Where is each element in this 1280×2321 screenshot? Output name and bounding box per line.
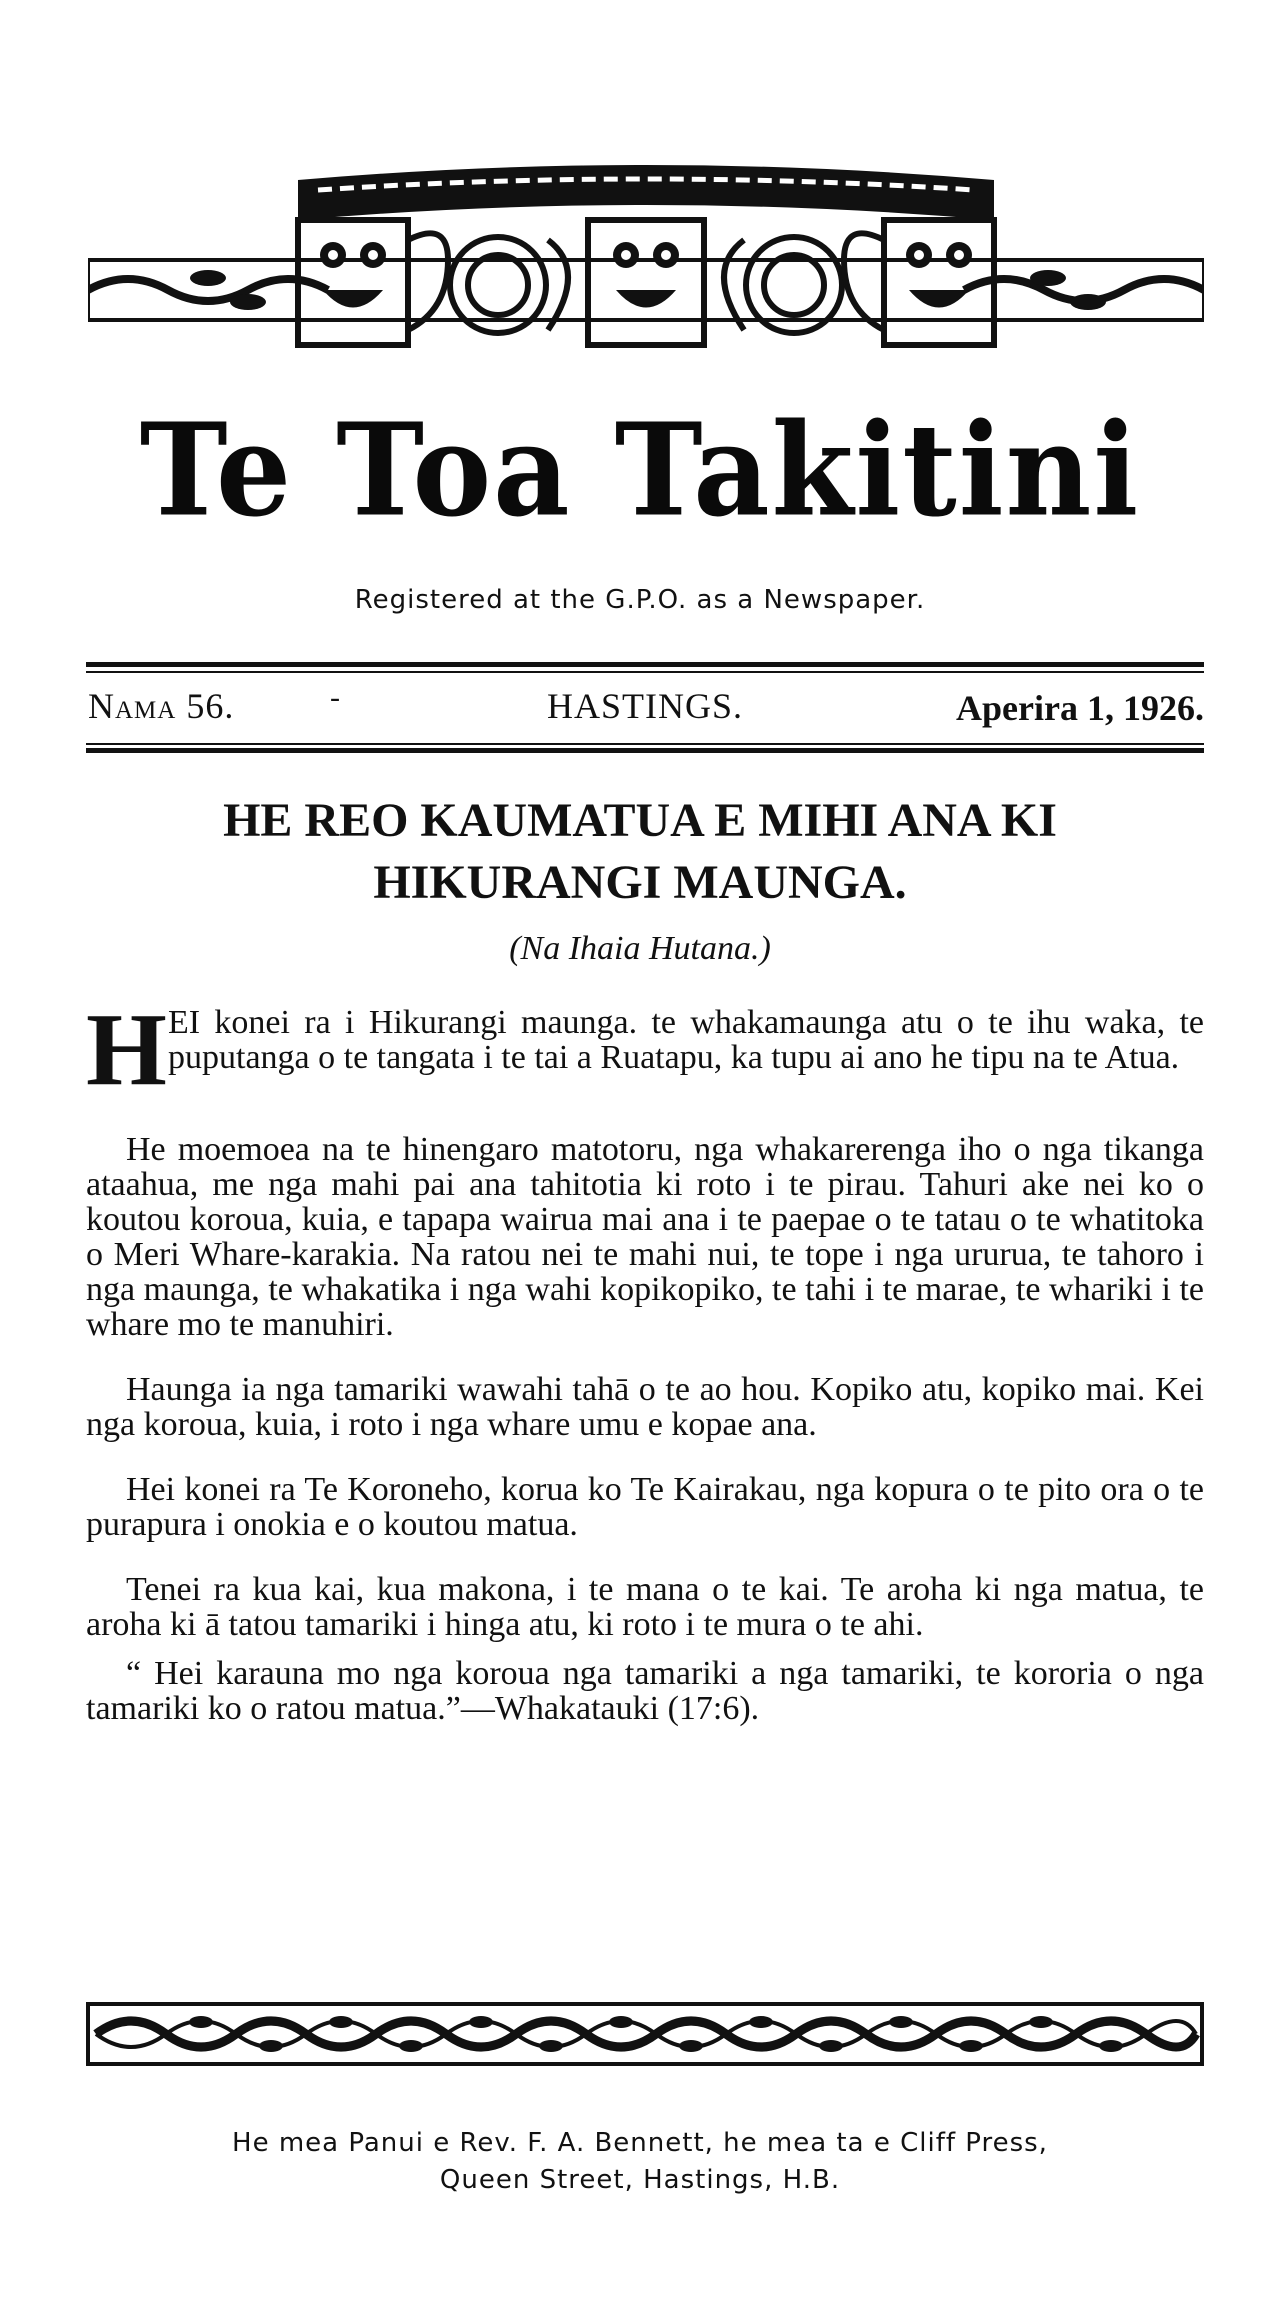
- drop-cap: H: [86, 992, 167, 1107]
- dateline-mark: -: [330, 681, 340, 714]
- headline-line-2: HIKURANGI MAUNGA.: [373, 856, 907, 909]
- carved-header-ornament: [88, 160, 1204, 350]
- headline-line-1: HE REO KAUMATUA E MIHI ANA KI: [223, 794, 1057, 847]
- article-body: [86, 992, 1204, 1727]
- paragraph-5: Tenei ra kua kai, kua makona, i te mana o te kai. Te aroha ki nga matua, te aroha ki ā tatou tamariki i hinga atu, ki roto i te mura o te ahi.: [86, 1571, 1204, 1643]
- imprint-line-1: He mea Panui e Rev. F. A. Bennett, he mea ta e Cliff Press,: [232, 2128, 1048, 2158]
- paragraph-3: Haunga ia nga tamariki wawahi tahā o te ao hou. Kopiko atu, kopiko mai. Kei nga koroua, kuia, i roto i nga whare umu e kopae ana.: [86, 1371, 1204, 1443]
- paragraph-4: Hei konei ra Te Koroneho, korua ko Te Kairakau, nga kopura o te pito ora o te purapura i onokia e o koutou matua.: [86, 1471, 1204, 1543]
- paragraph-1-text: EI konei ra i Hikurangi maunga. te whakamaunga atu o te ihu waka, te puputanga o te tangata i te tai a Ruatapu, ka tupu ai ano he tipu na te Atua.: [168, 1004, 1204, 1076]
- dateline: [86, 681, 1204, 733]
- place-name: HASTINGS.: [546, 686, 743, 726]
- issue-date: Aperira 1, 1926.: [956, 688, 1204, 728]
- article-byline: (Na Ihaia Hutana.): [509, 930, 771, 967]
- paragraph-1: [86, 992, 1204, 1110]
- article-headline: [110, 790, 1170, 914]
- rule-double-top-b: [86, 671, 1204, 673]
- carved-footer-ornament: [86, 2002, 1204, 2066]
- paragraph-2: He moemoea na te hinengaro matotoru, nga whakarerenga iho o nga tikanga ataahua, me nga mahi pai ana tahitotia ki roto i te pirau. Tahuri ake nei ko o koutou koroua, kuia, e tapapa wairua mai ana i te paepae o te tatau o te whatitoka o Meri Whare-karakia. Na ratou nei te mahi nui, te tope i nga ururua, te tahoro i nga maunga, te whakatika i nga wahi kopikopiko, te tahi i te marae, te whariki i te whare mo te manuhiri.: [86, 1131, 1204, 1343]
- masthead-title: Te Toa Takitini: [139, 394, 1141, 545]
- imprint-line-2: Queen Street, Hastings, H.B.: [439, 2165, 841, 2195]
- rule-double-bottom-a: [86, 743, 1204, 745]
- rule-double-top-a: [86, 662, 1204, 667]
- rule-double-bottom-b: [86, 748, 1204, 753]
- paragraph-6: “ Hei karauna mo nga koroua nga tamariki a nga tamariki, te kororia o nga tamariki ko o ratou matua.”—Whakatauki (17:6).: [86, 1655, 1204, 1727]
- registration-notice: Registered at the G.P.O. as a Newspaper.: [354, 585, 926, 615]
- issue-number: Nama 56.: [88, 686, 235, 726]
